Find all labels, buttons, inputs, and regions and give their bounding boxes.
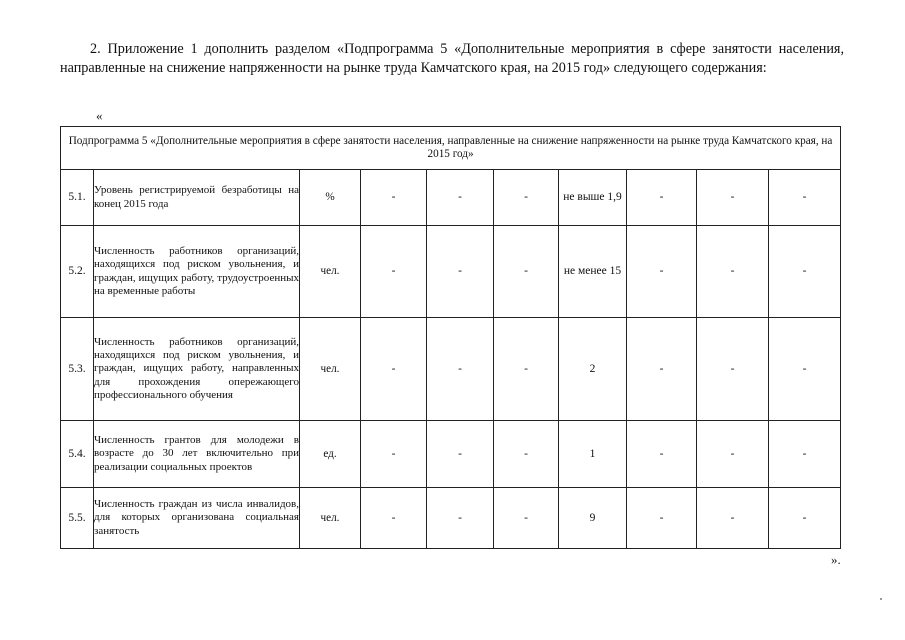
value-cell: - xyxy=(361,318,427,421)
subprogram-title: Подпрограмма 5 «Дополнительные мероприятия в сфере занятости населения, направленные на снижение напряженности на рынке труда Камчатского края, на 2015 год» xyxy=(61,127,841,170)
value-cell: - xyxy=(361,170,427,226)
opening-quote-mark: « xyxy=(96,108,103,123)
table-row xyxy=(61,226,841,318)
row-number: 5.5. xyxy=(61,488,94,549)
scan-speck xyxy=(880,598,882,600)
value-cell: - xyxy=(697,170,769,226)
value-cell: - xyxy=(697,318,769,421)
row-number: 5.2. xyxy=(61,226,94,318)
value-cell: - xyxy=(627,488,697,549)
unit-of-measure: чел. xyxy=(300,226,361,318)
table-title-row xyxy=(61,127,841,170)
indicator-description: Численность граждан из числа инвалидов, для которых организована социальная занятость xyxy=(94,488,300,549)
value-cell: - xyxy=(697,488,769,549)
unit-of-measure: % xyxy=(300,170,361,226)
value-cell: - xyxy=(627,226,697,318)
unit-of-measure: чел. xyxy=(300,488,361,549)
value-cell-2015: не выше 1,9 xyxy=(559,170,627,226)
subprogram-5-table xyxy=(60,126,841,549)
unit-of-measure: чел. xyxy=(300,318,361,421)
closing-quote-mark: ». xyxy=(831,552,841,567)
value-cell: - xyxy=(697,226,769,318)
value-cell: - xyxy=(361,488,427,549)
value-cell: - xyxy=(427,488,494,549)
value-cell: - xyxy=(627,318,697,421)
value-cell-2015: не менее 15 xyxy=(559,226,627,318)
value-cell: - xyxy=(494,421,559,488)
value-cell: - xyxy=(769,488,841,549)
indicator-description: Численность грантов для молодежи в возрасте до 30 лет включительно при реализации социальных проектов xyxy=(94,421,300,488)
value-cell: - xyxy=(769,170,841,226)
value-cell: - xyxy=(427,226,494,318)
row-number: 5.4. xyxy=(61,421,94,488)
intro-paragraph: 2. Приложение 1 дополнить разделом «Подпрограмма 5 «Дополнительные мероприятия в сфере занятости населения, направленные на снижение напряженности на рынке труда Камчатского края, на 2015 год» следующего содержания: xyxy=(60,41,844,76)
value-cell-2015: 9 xyxy=(559,488,627,549)
value-cell-2015: 1 xyxy=(559,421,627,488)
table-row xyxy=(61,318,841,421)
value-cell: - xyxy=(769,421,841,488)
value-cell: - xyxy=(427,421,494,488)
value-cell: - xyxy=(361,226,427,318)
indicator-description: Численность работников организаций, находящихся под риском увольнения, и граждан, ищущих работу, направленных для прохождения опережающего профессионального обучения xyxy=(94,318,300,421)
value-cell: - xyxy=(427,318,494,421)
value-cell: - xyxy=(361,421,427,488)
value-cell: - xyxy=(769,318,841,421)
value-cell: - xyxy=(627,170,697,226)
table-row xyxy=(61,488,841,549)
value-cell: - xyxy=(494,488,559,549)
value-cell: - xyxy=(494,170,559,226)
indicator-description: Уровень регистрируемой безработицы на конец 2015 года xyxy=(94,170,300,226)
row-number: 5.3. xyxy=(61,318,94,421)
row-number: 5.1. xyxy=(61,170,94,226)
table-row xyxy=(61,170,841,226)
value-cell: - xyxy=(697,421,769,488)
table-row xyxy=(61,421,841,488)
value-cell: - xyxy=(494,226,559,318)
value-cell: - xyxy=(769,226,841,318)
value-cell-2015: 2 xyxy=(559,318,627,421)
unit-of-measure: ед. xyxy=(300,421,361,488)
value-cell: - xyxy=(494,318,559,421)
indicator-description: Численность работников организаций, находящихся под риском увольнения, и граждан, ищущих работу, трудоустроенных на временные работы xyxy=(94,226,300,318)
value-cell: - xyxy=(627,421,697,488)
value-cell: - xyxy=(427,170,494,226)
